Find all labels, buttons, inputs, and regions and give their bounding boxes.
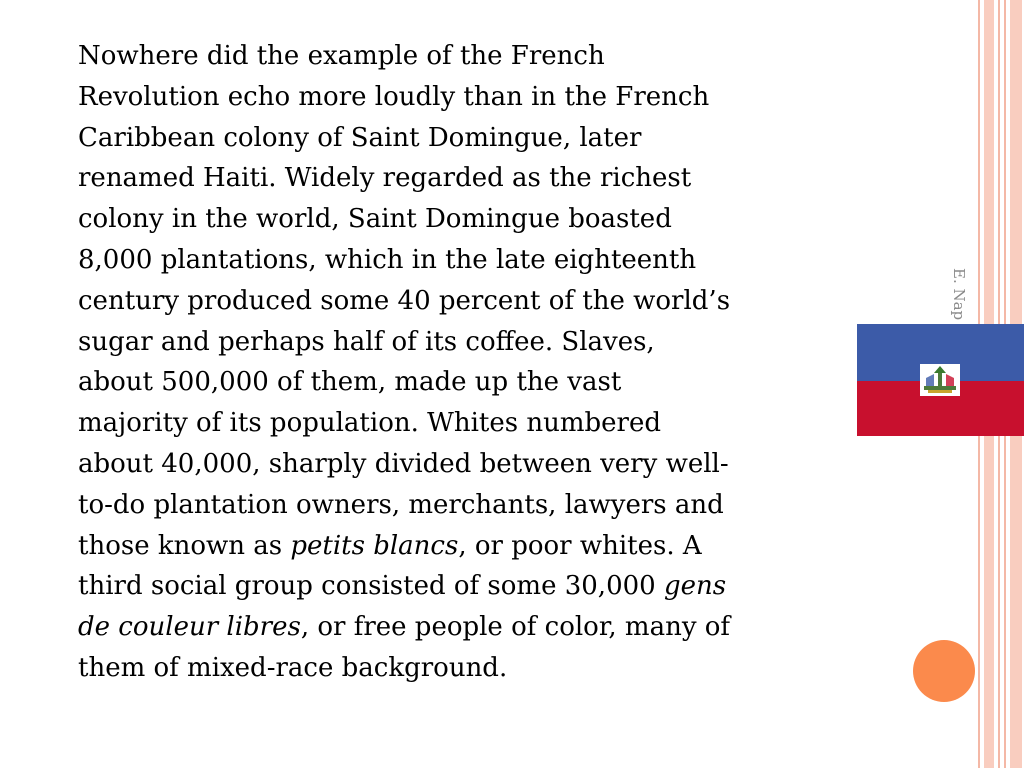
text-run: colony in the world, Saint Domingue boasted: [78, 204, 672, 235]
text-run: Revolution echo more loudly than in the French: [78, 81, 710, 112]
text-run: about 500,000 of them, made up the vast: [78, 367, 622, 398]
text-run: renamed Haiti. Widely regarded as the richest: [78, 163, 692, 194]
slide-body-text: [78, 36, 878, 689]
text-line: [78, 118, 878, 159]
italic-term-de-couleur-libres: de couleur libres: [78, 612, 301, 643]
coat-of-arms-icon: [920, 364, 960, 396]
text-run: , or poor whites. A: [458, 530, 702, 561]
italic-term-petits-blancs: petits blancs: [290, 530, 459, 561]
text-run: them of mixed-race background.: [78, 652, 508, 683]
italic-term-gens: gens: [663, 571, 727, 602]
text-line: [78, 403, 878, 444]
image-credit: E. Nap: [950, 268, 968, 321]
text-run: Caribbean colony of Saint Domingue, later: [78, 122, 642, 153]
text-line: [78, 158, 878, 199]
text-run: majority of its population. Whites numbered: [78, 408, 661, 439]
text-line: [78, 526, 878, 567]
text-line: [78, 607, 878, 648]
haiti-flag-image: [857, 324, 1024, 436]
text-line: [78, 322, 878, 363]
decorative-circle: [913, 640, 975, 702]
text-run: sugar and perhaps half of its coffee. Slaves,: [78, 326, 655, 357]
text-line: [78, 36, 878, 77]
text-line: [78, 240, 878, 281]
text-run: century produced some 40 percent of the world’s: [78, 285, 731, 316]
body-paragraph: [78, 36, 878, 689]
text-line: [78, 566, 878, 607]
text-run: third social group consisted of some 30,000: [78, 571, 664, 602]
text-run: Nowhere did the example of the French: [78, 41, 605, 71]
text-line: [78, 485, 878, 526]
text-run: 8,000 plantations, which in the late eighteenth: [78, 244, 697, 275]
text-run: to-do plantation owners, merchants, lawyers and: [78, 489, 724, 520]
text-line: [78, 281, 878, 322]
text-line: [78, 362, 878, 403]
text-run: , or free people of color, many of: [300, 612, 731, 643]
text-line: [78, 648, 878, 689]
text-line: [78, 444, 878, 485]
text-line: [78, 77, 878, 118]
text-line: [78, 199, 878, 240]
text-run: about 40,000, sharply divided between very well-: [78, 448, 729, 479]
text-run: those known as: [78, 530, 291, 561]
